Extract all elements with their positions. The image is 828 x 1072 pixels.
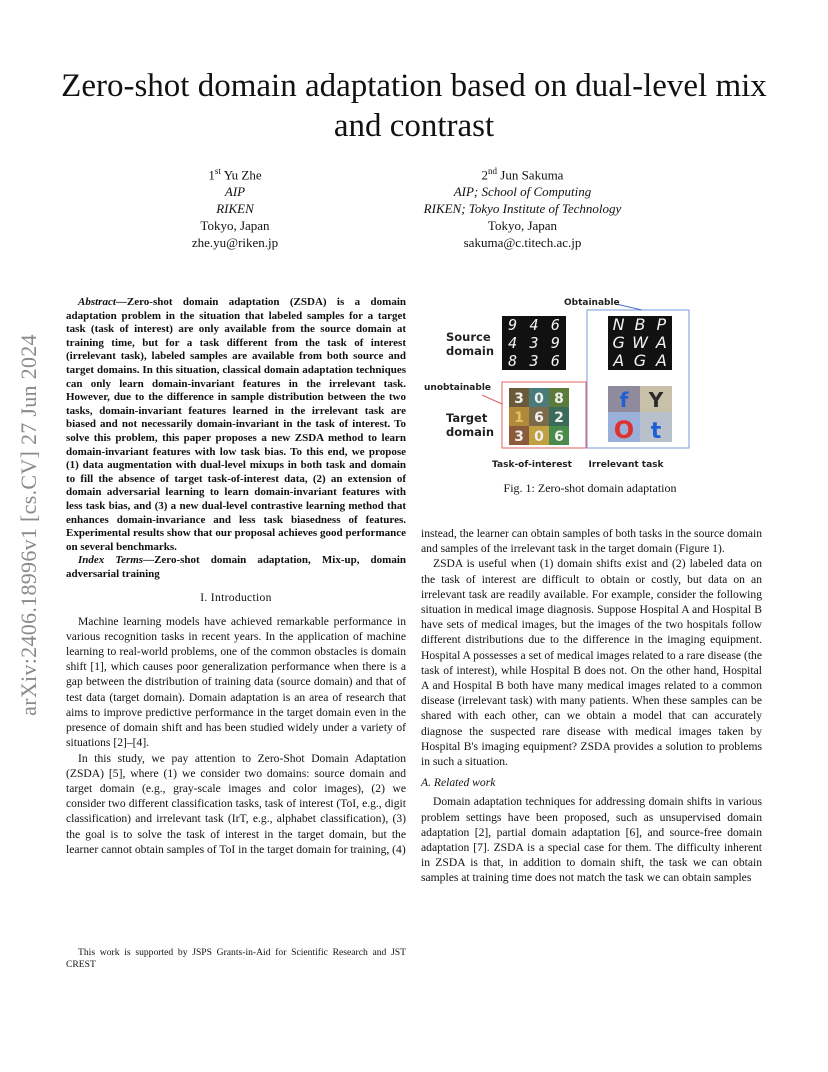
source-digit: 6 <box>550 352 560 371</box>
right-column <box>421 526 762 886</box>
author-block-1 <box>150 163 320 251</box>
arxiv-stamp <box>14 290 44 760</box>
author-location: Tokyo, Japan <box>200 218 270 234</box>
source-letter: G <box>612 333 625 353</box>
target-digit: 8 <box>554 391 564 407</box>
index-terms: Index Terms—Zero-shot domain adaptation, Mix-up, domain adversarial training <box>66 554 406 580</box>
author-affiliation: RIKEN <box>216 201 254 217</box>
subsection-heading: A. Related work <box>421 776 496 790</box>
target-digit: 3 <box>514 391 524 407</box>
footnote: This work is supported by JSPS Grants-in-Aid for Scientific Research and JST CREST <box>66 947 406 970</box>
figure-caption: Fig. 1: Zero-shot domain adaptation <box>503 481 677 495</box>
target-letter: f <box>619 388 629 412</box>
paragraph: ZSDA is useful when (1) domain shifts exist and (2) labeled data on the task of interest are difficult to obtain or costly, but data on an irrelevant task are readily available. For example, consider the following situation in medical image diagnosis. Suppose Hospital A and Hospital B have sets of medical images, but the images of the two hospitals follow different distributions due to the difference in the imaging equipment. Hospital A possesses a set of medical images related to a rare disease (the task of interest), while Hospital B does not. On the other hand, Hospital A and Hospital B both have many medical images related to a common disease (irrelevant task) with many patients. When these samples can be shared with each other, can we obtain a model that can accurately diagnose the suspected rare disease with medical images taken by Hospital B's imaging equipment? ZSDA provides a solution to problems in such a situation. <box>421 557 762 769</box>
irrelevant-task-label: Irrelevant task <box>588 460 664 470</box>
source-digit: 4 <box>508 334 518 353</box>
author-location: Tokyo, Japan <box>487 218 558 234</box>
source-digit: 8 <box>508 352 518 371</box>
source-letter: W <box>632 333 648 353</box>
arxiv-id: arXiv:2406.18996v1 [cs.CV] 27 Jun 2024 <box>16 334 41 716</box>
source-letter: N <box>612 315 625 335</box>
paper-title: Zero-shot domain adaptation based on dual-level mix and contrast <box>61 68 767 144</box>
target-domain-label: domain <box>446 425 495 439</box>
author-block-2 <box>400 163 645 251</box>
unobtainable-arrow <box>482 395 502 404</box>
obtainable-arrow <box>616 304 642 310</box>
paragraph: Machine learning models have achieved remarkable performance in various recognition tasks in recent years. In the application of machine learning to real-world problems, one of the common obstacles is domain shift [1], which causes poor generalization performance when there is a gap between the distribution of training data (source domain) and that of test data (target domain). Domain adaptation is an area of research that aims to improve predictive performance in the target domain even in the presence of domain shift and has been studied widely under a variety of situations [2]–[4]. <box>66 614 406 750</box>
target-letter: Y <box>648 388 664 412</box>
unobtainable-label: unobtainable <box>424 383 492 393</box>
abstract: Abstract—Zero-shot domain adaptation (ZSDA) is a domain adaptation problem in the situation that labeled samples for a target task (task of interest) are only available from the source domain at training time, but for a task different from the task of interest (irrelevant task), labeled samples are available from both source and target domains. In this situation, classical domain adaptation techniques can only learn domain-invariant features in the irrelevant task. However, due to the difference in sample distribution between the two tasks, domain-invariant features learned in the irrelevant task are biased and not necessarily domain-invariant in the task of interest. To solve this problem, this paper proposes a new ZSDA method to learn domain-invariant features with low task bias. To this end, we propose (1) data augmentation with dual-level mixups in both task and domain to fill the absence of target task-of-interest data, (2) an extension of domain adversarial learning to learn domain-invariant features with less task bias, and (3) a new dual-level contrastive learning method that enhances domain-invariance and less task biasedness of features. Experimental results show that our proposal achieves good performance on several benchmarks. <box>66 296 406 553</box>
source-letter: A <box>613 351 625 371</box>
paragraph: In this study, we pay attention to Zero-Shot Domain Adaptation (ZSDA) [5], where (1) we consider two domains: source domain and target domain (e.g., gray-scale images and color images), (2) we consider two different classification tasks, task of interest (ToI, e.g., digit classification) and irrelevant task (IrT, e.g., alphabet classification), (3) the goal is to solve the task of interest in the target domain, but the learner cannot obtain samples of ToI in the target domain for training, (4) <box>66 751 406 856</box>
target-digit: 0 <box>534 391 544 407</box>
target-domain-label: Target <box>446 411 488 425</box>
target-digit: 6 <box>554 429 564 445</box>
author-affiliation: AIP; School of Computing <box>453 184 592 200</box>
source-letter: P <box>656 315 667 335</box>
source-digit: 9 <box>550 334 560 353</box>
target-digit: 0 <box>534 429 544 445</box>
left-column <box>66 296 406 857</box>
target-digit: 6 <box>534 410 544 426</box>
target-digit: 2 <box>554 410 564 426</box>
author-name: 2nd Jun Sakuma <box>481 166 564 183</box>
target-letter: t <box>650 419 662 444</box>
source-digit: 9 <box>508 316 518 335</box>
source-letter: A <box>655 351 667 371</box>
section-heading: I. Introduction <box>200 591 272 605</box>
source-digit: 4 <box>529 316 539 335</box>
author-affiliation: RIKEN; Tokyo Institute of Technology <box>423 201 622 217</box>
target-digit: 1 <box>514 410 524 426</box>
source-domain-label: domain <box>446 344 495 358</box>
source-digit: 3 <box>529 334 539 353</box>
source-letter: G <box>633 351 647 371</box>
target-digit: 3 <box>514 429 524 445</box>
source-domain-label: Source <box>446 330 491 344</box>
task-of-interest-label: Task-of-interest <box>492 460 572 470</box>
source-digit: 3 <box>529 352 539 371</box>
author-email: sakuma@c.titech.ac.jp <box>463 235 582 251</box>
source-letter: B <box>634 315 646 335</box>
paragraph: Domain adaptation techniques for addressing domain shifts in various problem settings have been proposed, such as unsupervised domain adaptation [2], partial domain adaptation [6], and source-free domain adaptation [7]. ZSDA is a special case for them. The difficulty inherent in ZSDA is that, in addition to domain shift, the task we can obtain samples at training time does not match the task we can obtain samples <box>421 795 762 885</box>
paragraph: instead, the learner can obtain samples of both tasks in the source domain and samples of the irrelevant task in the target domain (Figure 1). <box>421 527 762 556</box>
author-email: zhe.yu@riken.jp <box>191 235 279 251</box>
source-letter: A <box>655 333 667 353</box>
author-affiliation: AIP <box>224 184 246 200</box>
author-name: 1st Yu Zhe <box>208 166 262 183</box>
source-digit: 6 <box>550 316 560 335</box>
obtainable-label: Obtainable <box>564 298 620 308</box>
target-letter: O <box>613 416 635 444</box>
figure-zsda <box>420 292 696 476</box>
